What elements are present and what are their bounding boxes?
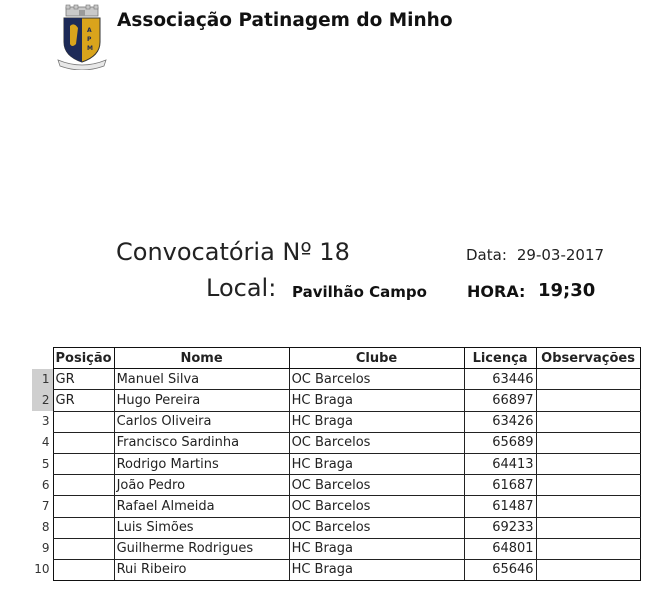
row-number[interactable]: 7 bbox=[41, 498, 50, 513]
cell-nome[interactable]: Rui Ribeiro bbox=[114, 559, 289, 580]
cell-observacoes[interactable] bbox=[536, 496, 640, 517]
cell-licenca[interactable]: 65646 bbox=[464, 559, 536, 580]
cell-clube[interactable]: OC Barcelos bbox=[289, 432, 464, 453]
table-row bbox=[32, 390, 640, 411]
cell-observacoes[interactable] bbox=[536, 538, 640, 559]
column-header-clube[interactable]: Clube bbox=[289, 348, 464, 369]
cell-posicao[interactable] bbox=[53, 538, 114, 559]
cell-licenca[interactable]: 66897 bbox=[464, 390, 536, 411]
cell-nome[interactable]: Rafael Almeida bbox=[114, 496, 289, 517]
cell-licenca[interactable]: 65689 bbox=[464, 432, 536, 453]
cell-observacoes[interactable] bbox=[536, 559, 640, 580]
cell-nome[interactable]: Manuel Silva bbox=[114, 369, 289, 390]
table-row bbox=[32, 538, 640, 559]
cell-nome[interactable]: Luis Simões bbox=[114, 517, 289, 538]
cell-nome[interactable]: Francisco Sardinha bbox=[114, 432, 289, 453]
cell-observacoes[interactable] bbox=[536, 369, 640, 390]
row-number[interactable]: 5 bbox=[41, 456, 50, 471]
local-label: Local: bbox=[206, 274, 277, 302]
svg-text:A: A bbox=[87, 27, 92, 34]
column-header-observacoes[interactable]: Observações bbox=[536, 348, 640, 369]
row-number[interactable]: 2 bbox=[32, 390, 53, 411]
table-row bbox=[32, 475, 640, 496]
local-value: Pavilhão Campo bbox=[292, 283, 427, 301]
cell-posicao[interactable]: GR bbox=[53, 390, 114, 411]
row-number[interactable]: 10 bbox=[34, 562, 50, 577]
cell-nome[interactable]: Hugo Pereira bbox=[114, 390, 289, 411]
table-row bbox=[32, 369, 640, 390]
svg-text:P: P bbox=[87, 36, 92, 43]
cell-clube[interactable]: HC Braga bbox=[289, 453, 464, 474]
cell-posicao[interactable] bbox=[53, 453, 114, 474]
cell-observacoes[interactable] bbox=[536, 432, 640, 453]
organization-title: Associação Patinagem do Minho bbox=[117, 10, 453, 31]
roster-sheet bbox=[32, 347, 641, 581]
column-header-posicao[interactable]: Posição bbox=[53, 348, 114, 369]
roster-table bbox=[32, 347, 641, 581]
table-row bbox=[32, 432, 640, 453]
cell-licenca[interactable]: 64801 bbox=[464, 538, 536, 559]
hora-value: 19;30 bbox=[538, 280, 596, 301]
cell-posicao[interactable]: GR bbox=[53, 369, 114, 390]
cell-nome[interactable]: Carlos Oliveira bbox=[114, 411, 289, 432]
crest-logo-icon bbox=[54, 4, 110, 70]
date-value: 29-03-2017 bbox=[516, 246, 605, 264]
table-row bbox=[32, 559, 640, 580]
hora-label: HORA: bbox=[467, 282, 526, 301]
cell-licenca[interactable]: 69233 bbox=[464, 517, 536, 538]
convocation-title: Convocatória Nº 18 bbox=[116, 238, 350, 266]
cell-licenca[interactable]: 61687 bbox=[464, 475, 536, 496]
cell-licenca[interactable]: 63426 bbox=[464, 411, 536, 432]
cell-observacoes[interactable] bbox=[536, 517, 640, 538]
cell-observacoes[interactable] bbox=[536, 475, 640, 496]
cell-nome[interactable]: João Pedro bbox=[114, 475, 289, 496]
column-header-licenca[interactable]: Licença bbox=[464, 348, 536, 369]
cell-posicao[interactable] bbox=[53, 496, 114, 517]
row-number[interactable]: 8 bbox=[41, 520, 50, 535]
cell-clube[interactable]: HC Braga bbox=[289, 559, 464, 580]
cell-observacoes[interactable] bbox=[536, 453, 640, 474]
cell-clube[interactable]: HC Braga bbox=[289, 411, 464, 432]
cell-licenca[interactable]: 64413 bbox=[464, 453, 536, 474]
cell-posicao[interactable] bbox=[53, 411, 114, 432]
row-number[interactable]: 6 bbox=[41, 477, 50, 492]
row-number[interactable]: 1 bbox=[32, 369, 53, 390]
cell-clube[interactable]: OC Barcelos bbox=[289, 517, 464, 538]
cell-posicao[interactable] bbox=[53, 432, 114, 453]
cell-nome[interactable]: Rodrigo Martins bbox=[114, 453, 289, 474]
row-number[interactable]: 3 bbox=[41, 414, 50, 429]
cell-observacoes[interactable] bbox=[536, 411, 640, 432]
cell-clube[interactable]: OC Barcelos bbox=[289, 496, 464, 517]
cell-clube[interactable]: OC Barcelos bbox=[289, 369, 464, 390]
row-number[interactable]: 9 bbox=[41, 541, 50, 556]
table-row bbox=[32, 453, 640, 474]
cell-licenca[interactable]: 61487 bbox=[464, 496, 536, 517]
row-number-header bbox=[32, 348, 53, 369]
table-row bbox=[32, 517, 640, 538]
cell-posicao[interactable] bbox=[53, 559, 114, 580]
date-label: Data: bbox=[466, 246, 507, 264]
column-header-nome[interactable]: Nome bbox=[114, 348, 289, 369]
table-row bbox=[32, 496, 640, 517]
date-block bbox=[466, 246, 604, 264]
header-row bbox=[32, 348, 640, 369]
cell-observacoes[interactable] bbox=[536, 390, 640, 411]
svg-text:M: M bbox=[87, 45, 93, 52]
cell-licenca[interactable]: 63446 bbox=[464, 369, 536, 390]
table-row bbox=[32, 411, 640, 432]
cell-nome[interactable]: Guilherme Rodrigues bbox=[114, 538, 289, 559]
cell-clube[interactable]: HC Braga bbox=[289, 538, 464, 559]
cell-clube[interactable]: OC Barcelos bbox=[289, 475, 464, 496]
row-number[interactable]: 4 bbox=[41, 435, 50, 450]
cell-posicao[interactable] bbox=[53, 517, 114, 538]
cell-clube[interactable]: HC Braga bbox=[289, 390, 464, 411]
cell-posicao[interactable] bbox=[53, 475, 114, 496]
